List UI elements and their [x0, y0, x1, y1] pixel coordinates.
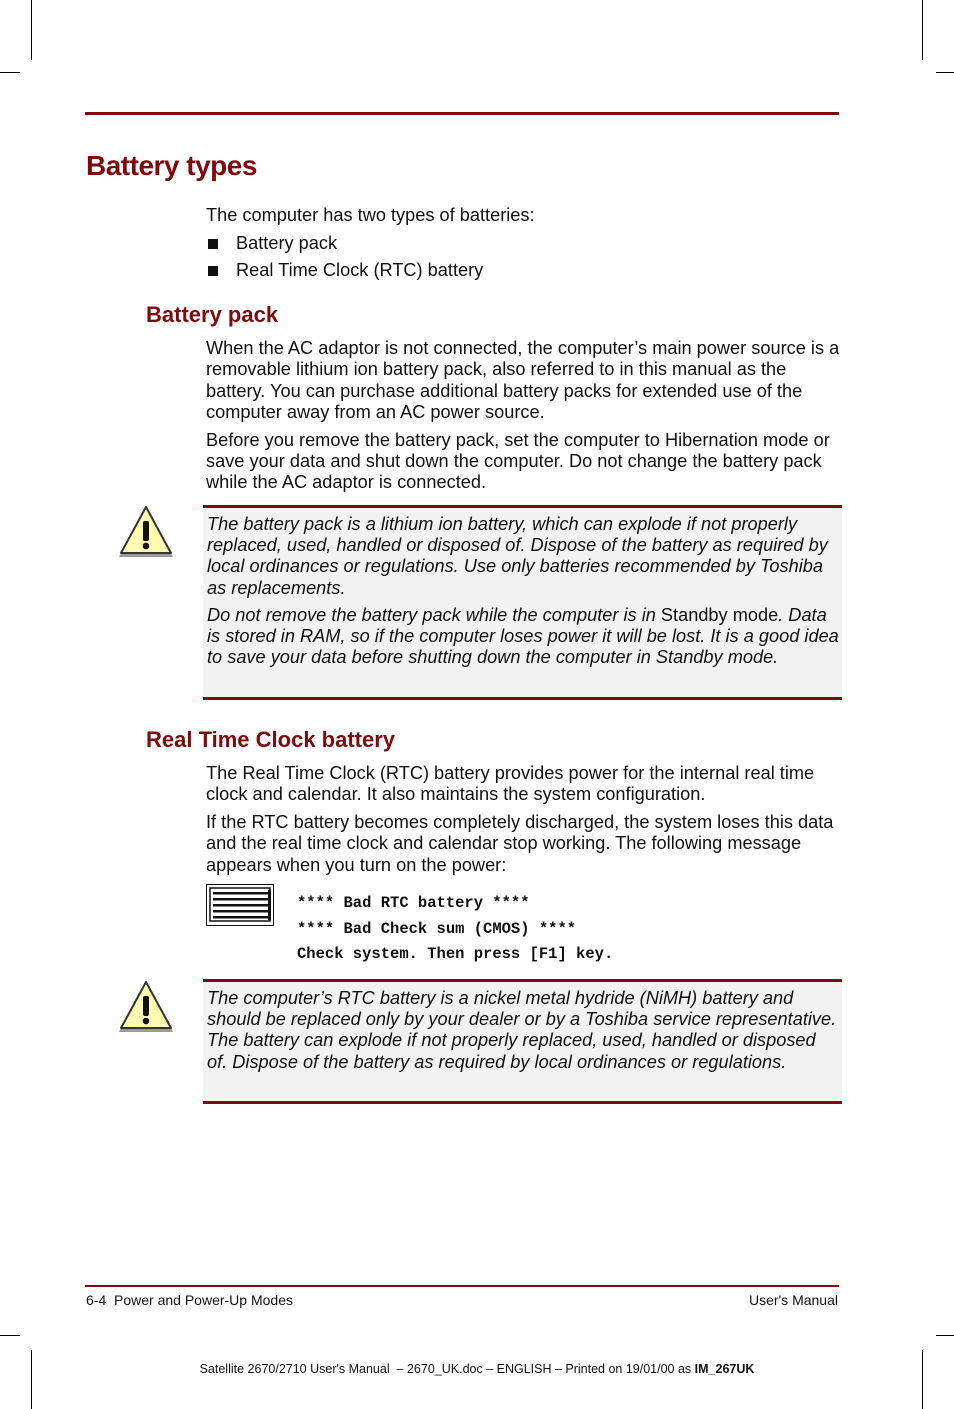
page-title: Battery types [86, 150, 257, 181]
crop-mark [31, 1350, 32, 1409]
message-line: **** Bad Check sum (CMOS) **** [297, 919, 577, 938]
intro-paragraph: The computer has two types of batteries: [206, 205, 535, 225]
list-item [206, 257, 483, 284]
header-rule [85, 112, 839, 115]
footer-right: User's Manual [748, 1292, 838, 1308]
crop-mark [936, 1335, 954, 1336]
list-item-label: Real Time Clock (RTC) battery [236, 260, 484, 280]
standby-mode-term: Standby mode [660, 604, 779, 625]
message-line: **** Bad RTC battery **** [297, 894, 530, 912]
print-line [0, 1362, 954, 1376]
list-item-label: Battery pack [236, 233, 338, 253]
crop-mark [31, 0, 32, 60]
warning-paragraph: The computer’s RTC battery is a nickel metal hydride (NiMH) battery and should be replaced only by your dealer or by a Toshiba service representative. The battery can explode if not properly replaced, used, handled or disposed of. Dispose of the battery as required by local ordinances or regulations. [207, 988, 837, 1072]
crop-mark [922, 0, 923, 60]
crop-mark [0, 72, 20, 73]
section-heading-battery-pack: Battery pack [146, 302, 279, 327]
paragraph: When the AC adaptor is not connected, the computer’s main power source is a removable lithium ion battery pack, also referred to in this manual as the battery. You can purchase additional battery packs for extended use of the computer away from an AC power source. [206, 338, 840, 423]
paragraph: Before you remove the battery pack, set the computer to Hibernation mode or save your data and shut down the computer. Do not change the battery pack while the AC adaptor is connected. [206, 429, 830, 493]
rtc-text [206, 763, 846, 882]
battery-pack-text [206, 338, 846, 500]
warning-icon [116, 505, 176, 563]
screen-message-icon [206, 884, 274, 926]
print-info: Satellite 2670/2710 User's Manual – 2670_UK.doc – ENGLISH – Printed on 19/01/00 as [199, 1362, 695, 1376]
crop-mark [922, 1350, 923, 1409]
crop-mark [0, 1335, 20, 1336]
warning-note-lithium [203, 505, 842, 700]
rtc-error-message [297, 891, 613, 968]
crop-mark [936, 72, 954, 73]
bullet-square-icon [208, 239, 218, 249]
footer-left: 6-4 Power and Power-Up Modes [86, 1292, 293, 1308]
list-item [206, 230, 483, 257]
warning-text: . Data is stored in RAM, so if the computer loses power it will be lost. It is a good idea to save your data before shutting down the computer in Standby mode. [207, 604, 839, 668]
message-line: Check system. Then press [F1] key. [297, 945, 614, 963]
warning-paragraph [207, 605, 840, 669]
intro-text [206, 205, 846, 232]
warning-note-rtc [203, 979, 842, 1104]
print-code: IM_267UK [694, 1362, 755, 1376]
footer-rule [85, 1285, 839, 1287]
paragraph: If the RTC battery becomes completely discharged, the system loses this data and the real time clock and calendar stop working. The following message appears when you turn on the power: [206, 811, 834, 875]
warning-icon [116, 980, 176, 1038]
warning-text: Do not remove the battery pack while the computer is in [207, 604, 661, 625]
battery-type-list [206, 230, 483, 284]
warning-paragraph: The battery pack is a lithium ion battery, which can explode if not properly replaced, used, handled or disposed of. Dispose of the battery as required by local ordinances or regulations. Use only batteries recommended by Toshiba as replacements. [207, 514, 828, 598]
section-heading-rtc: Real Time Clock battery [146, 727, 396, 752]
bullet-square-icon [208, 266, 218, 276]
paragraph: The Real Time Clock (RTC) battery provides power for the internal real time clock and calendar. It also maintains the system configuration. [206, 763, 815, 805]
